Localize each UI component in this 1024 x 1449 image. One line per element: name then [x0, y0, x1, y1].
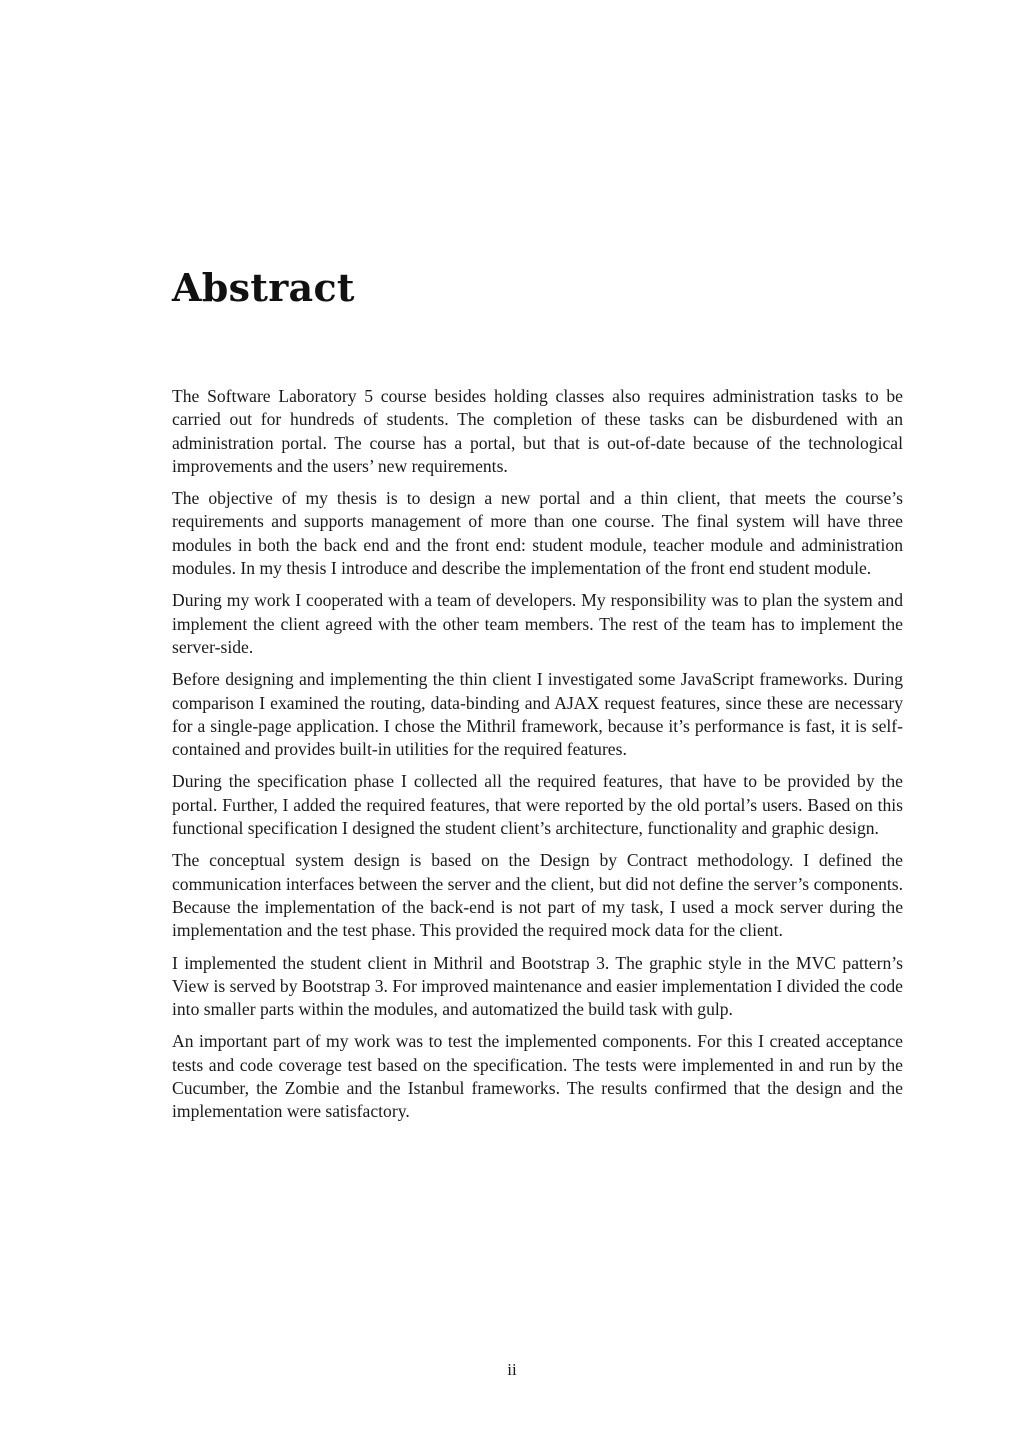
paragraph: The conceptual system design is based on the Design by Contract methodology. I defined the communication interfaces between the server and the client, but did not define the server’s components. Because the implementation of the back-end is not part of my task, I used a mock server during the implementation and the test phase. This provided the required mock data for the client.: [172, 850, 903, 941]
abstract-body: [172, 385, 903, 1133]
paragraph: The Software Laboratory 5 course besides holding classes also requires administration tasks to be carried out for hundreds of students. The completion of these tasks can be disburdened with an administration portal. The course has a portal, but that is out-of-date because of the technological improvements and the users’ new requirements.: [172, 386, 903, 476]
page-number: ii: [507, 1360, 517, 1379]
paragraph: The objective of my thesis is to design a new portal and a thin client, that meets the course’s requirements and supports management of more than one course. The final system will have three modules in both the back end and the front end: student module, teacher module and administration modules. In my thesis I introduce and describe the implementation of the front end student module.: [172, 488, 903, 579]
paragraph: I implemented the student client in Mithril and Bootstrap 3. The graphic style in the MVC pattern’s View is served by Bootstrap 3. For improved maintenance and easier implementation I divided the code into smaller parts within the modules, and automatized the build task with gulp.: [172, 952, 903, 1020]
paragraph: During my work I cooperated with a team of developers. My responsibility was to plan the system and implement the client agreed with the other team members. The rest of the team has to implement the server-side.: [172, 590, 903, 657]
paragraph: During the specification phase I collected all the required features, that have to be provided by the portal. Further, I added the required features, that were reported by the old portal’s users. Based on this functional specification I designed the student client’s architecture, functionality and graphic design.: [172, 771, 903, 839]
page-title: Abstract: [172, 265, 355, 310]
paragraph: An important part of my work was to test the implemented components. For this I created acceptance tests and code coverage test based on the specification. The tests were implemented in and run by the Cucumber, the Zombie and the Istanbul frameworks. The results confirmed that the design and the implementation were satisfactory.: [172, 1031, 903, 1122]
paragraph: Before designing and implementing the thin client I investigated some JavaScript frameworks. During comparison I examined the routing, data-binding and AJAX request features, since these are necessary for a single-page application. I chose the Mithril framework, because it’s performance is fast, it is self-contained and provides built-in utilities for the required features.: [172, 669, 903, 760]
